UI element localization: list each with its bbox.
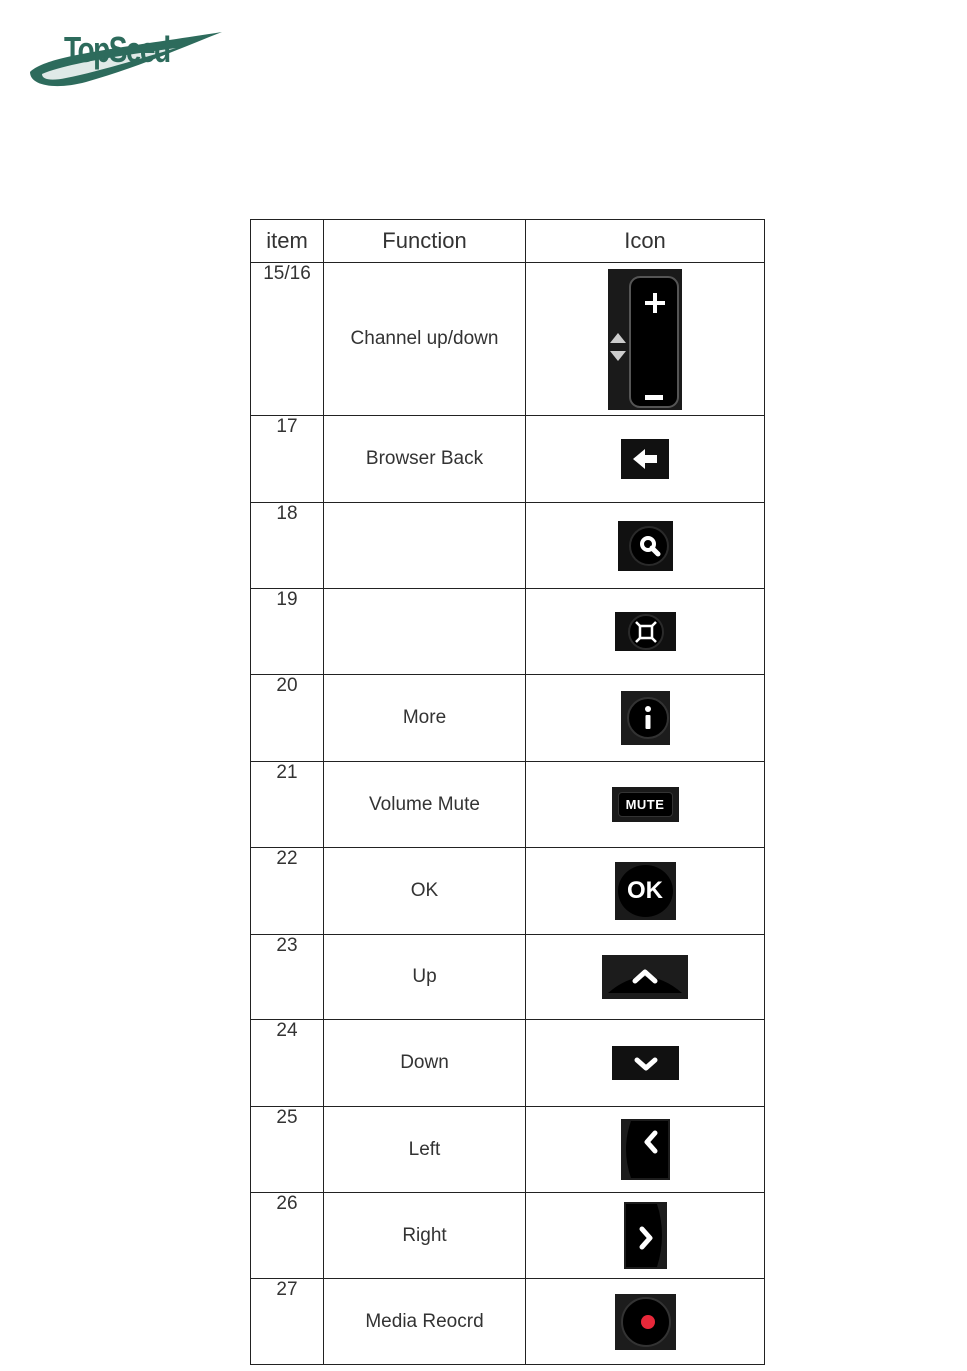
chevron-down-icon (612, 1046, 679, 1080)
function-label: Left (324, 1107, 526, 1193)
fullscreen-icon (615, 612, 676, 651)
function-label: Volume Mute (324, 762, 526, 848)
function-label: Up (324, 935, 526, 1020)
item-number: 27 (251, 1279, 324, 1365)
table-row (251, 1279, 765, 1365)
header-icon: Icon (526, 220, 765, 263)
table-row (251, 1020, 765, 1107)
icon-cell (526, 1279, 765, 1365)
icon-cell (526, 263, 765, 416)
table-row (251, 675, 765, 762)
icon-cell (526, 1193, 765, 1279)
icon-cell (526, 848, 765, 935)
item-number: 21 (251, 762, 324, 848)
table-row (251, 762, 765, 848)
icon-cell (526, 416, 765, 503)
item-number: 20 (251, 675, 324, 762)
table-row (251, 416, 765, 503)
mute-icon-label: MUTE (625, 797, 665, 812)
item-number: 24 (251, 1020, 324, 1107)
item-number: 23 (251, 935, 324, 1020)
icon-cell (526, 503, 765, 589)
table-row (251, 263, 765, 416)
table-row (251, 503, 765, 589)
function-label: Down (324, 1020, 526, 1107)
item-number: 18 (251, 503, 324, 589)
item-number: 17 (251, 416, 324, 503)
item-number: 26 (251, 1193, 324, 1279)
icon-cell (526, 935, 765, 1020)
ok-icon-label: OK (627, 877, 663, 904)
icon-cell (526, 589, 765, 675)
function-label (324, 589, 526, 675)
icon-cell (526, 675, 765, 762)
function-label: More (324, 675, 526, 762)
function-label: Channel up/down (324, 263, 526, 416)
item-number: 19 (251, 589, 324, 675)
logo-wordmark: TopSeed (64, 29, 170, 70)
table-row (251, 589, 765, 675)
record-dot (641, 1315, 655, 1329)
table-row (251, 1193, 765, 1279)
icon-cell (526, 762, 765, 848)
header-function: Function (324, 220, 526, 263)
icon-cell (526, 1020, 765, 1107)
record-icon (615, 1294, 676, 1350)
item-number: 25 (251, 1107, 324, 1193)
chevron-left-icon (621, 1119, 670, 1180)
channel-rocker-icon (608, 269, 682, 410)
item-number: 15/16 (251, 263, 324, 416)
table-row (251, 935, 765, 1020)
function-label: Browser Back (324, 416, 526, 503)
function-label (324, 503, 526, 589)
table-row (251, 848, 765, 935)
header-item: item (251, 220, 324, 263)
ok-icon (615, 862, 676, 920)
function-table (250, 219, 765, 1365)
function-label: OK (324, 848, 526, 935)
icon-cell (526, 1107, 765, 1193)
info-icon (621, 691, 670, 745)
topseed-logo (26, 28, 226, 90)
function-label: Right (324, 1193, 526, 1279)
function-label: Media Reocrd (324, 1279, 526, 1365)
chevron-up-icon (602, 955, 688, 999)
chevron-right-icon (624, 1202, 667, 1269)
item-number: 22 (251, 848, 324, 935)
mute-icon (612, 787, 679, 822)
zoom-magnifier-icon (618, 521, 673, 571)
table-header-row (251, 220, 765, 263)
back-arrow-icon (621, 439, 669, 479)
table-row (251, 1107, 765, 1193)
